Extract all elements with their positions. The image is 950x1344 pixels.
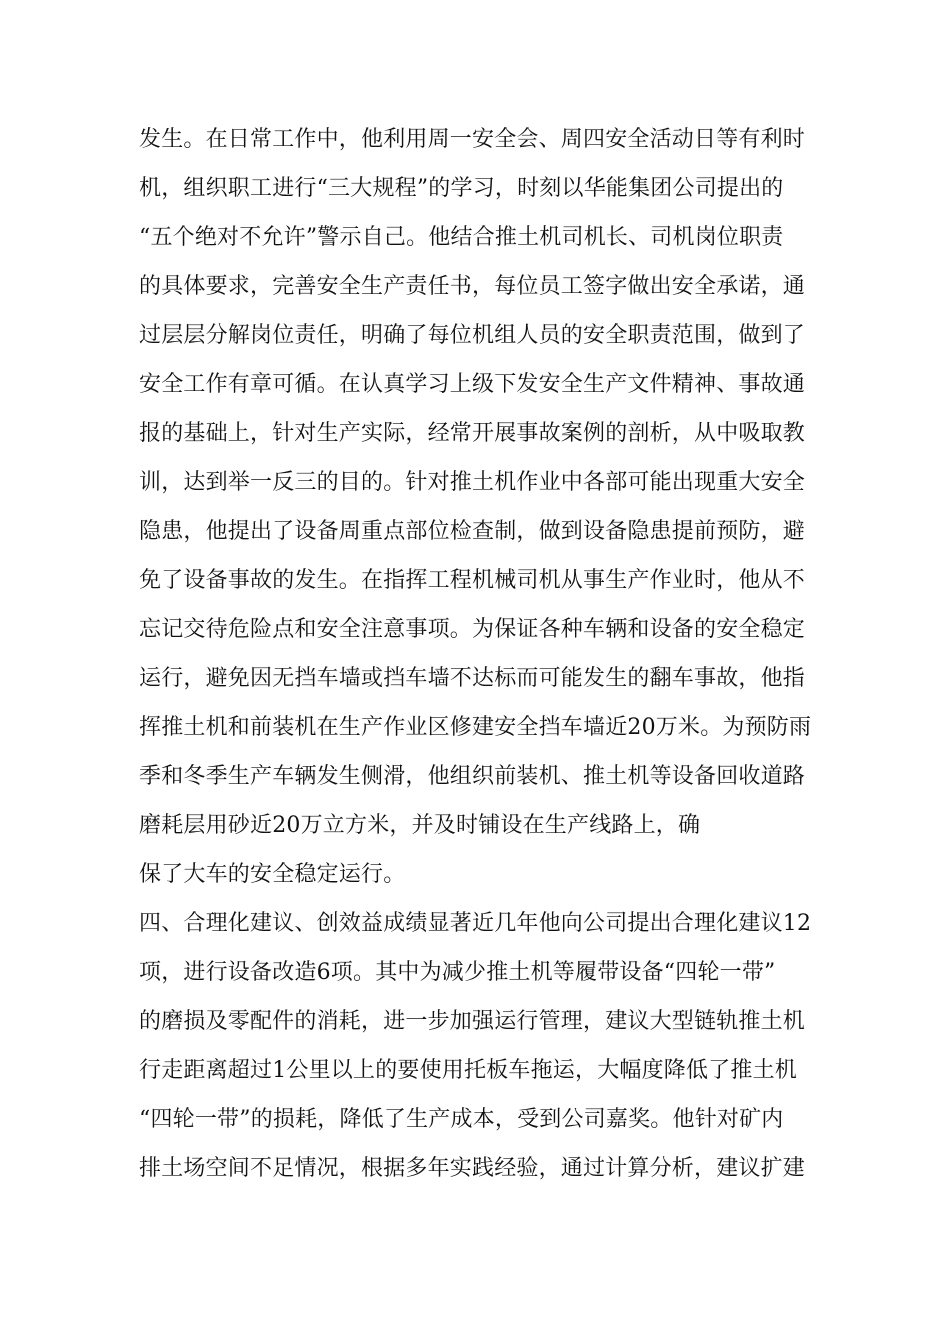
text-line: 项，进行设备改造6项。其中为减少推土机等履带设备“四轮一带”: [139, 960, 776, 985]
text-line: 磨耗层用砂近20万立方米，并及时铺设在生产线路上，确: [139, 813, 701, 838]
text-line: 过层层分解岗位责任，明确了每位机组人员的安全职责范围，做到了: [139, 323, 806, 348]
text-line: 的磨损及零配件的消耗，进一步加强运行管理，建议大型链轨推土机: [139, 1009, 806, 1034]
text-line: 安全工作有章可循。在认真学习上级下发安全生产文件精神、事故通: [139, 372, 806, 397]
text-line: 排土场空间不足情况，根据多年实践经验，通过计算分析，建议扩建: [139, 1156, 806, 1181]
text-line: 季和冬季生产车辆发生侧滑，他组织前装机、推土机等设备回收道路: [139, 764, 806, 789]
text-line: 挥推土机和前装机在生产作业区修建安全挡车墙近20万米。为预防雨: [139, 715, 812, 740]
text-line: 运行，避免因无挡车墙或挡车墙不达标而可能发生的翻车事故，他指: [139, 666, 806, 691]
text-line: 免了设备事故的发生。在指挥工程机械司机从事生产作业时，他从不: [139, 568, 806, 593]
section-heading-line: 四、合理化建议、创效益成绩显著近几年他向公司提出合理化建议12: [139, 911, 812, 936]
text-line: 行走距离超过1公里以上的要使用托板车拖运，大幅度降低了推土机: [139, 1058, 797, 1083]
text-line: “五个绝对不允许”警示自己。他结合推土机司机长、司机岗位职责: [139, 225, 784, 250]
text-line: 报的基础上，针对生产实际，经常开展事故案例的剖析，从中吸取教: [139, 421, 806, 446]
text-line: 隐患，他提出了设备周重点部位检查制，做到设备隐患提前预防，避: [139, 519, 806, 544]
text-line: 机，组织职工进行“三大规程”的学习，时刻以华能集团公司提出的: [139, 176, 784, 201]
text-line: 发生。在日常工作中，他利用周一安全会、周四安全活动日等有利时: [139, 127, 806, 152]
text-line: 保了大车的安全稳定运行。: [139, 862, 406, 887]
text-line: 的具体要求，完善安全生产责任书，每位员工签字做出安全承诺，通: [139, 274, 806, 299]
text-line: 训，达到举一反三的目的。针对推土机作业中各部可能出现重大安全: [139, 470, 806, 495]
text-line: 忘记交待危险点和安全注意事项。为保证各种车辆和设备的安全稳定: [139, 617, 806, 642]
text-line: “四轮一带”的损耗，降低了生产成本，受到公司嘉奖。他针对矿内: [139, 1107, 784, 1132]
